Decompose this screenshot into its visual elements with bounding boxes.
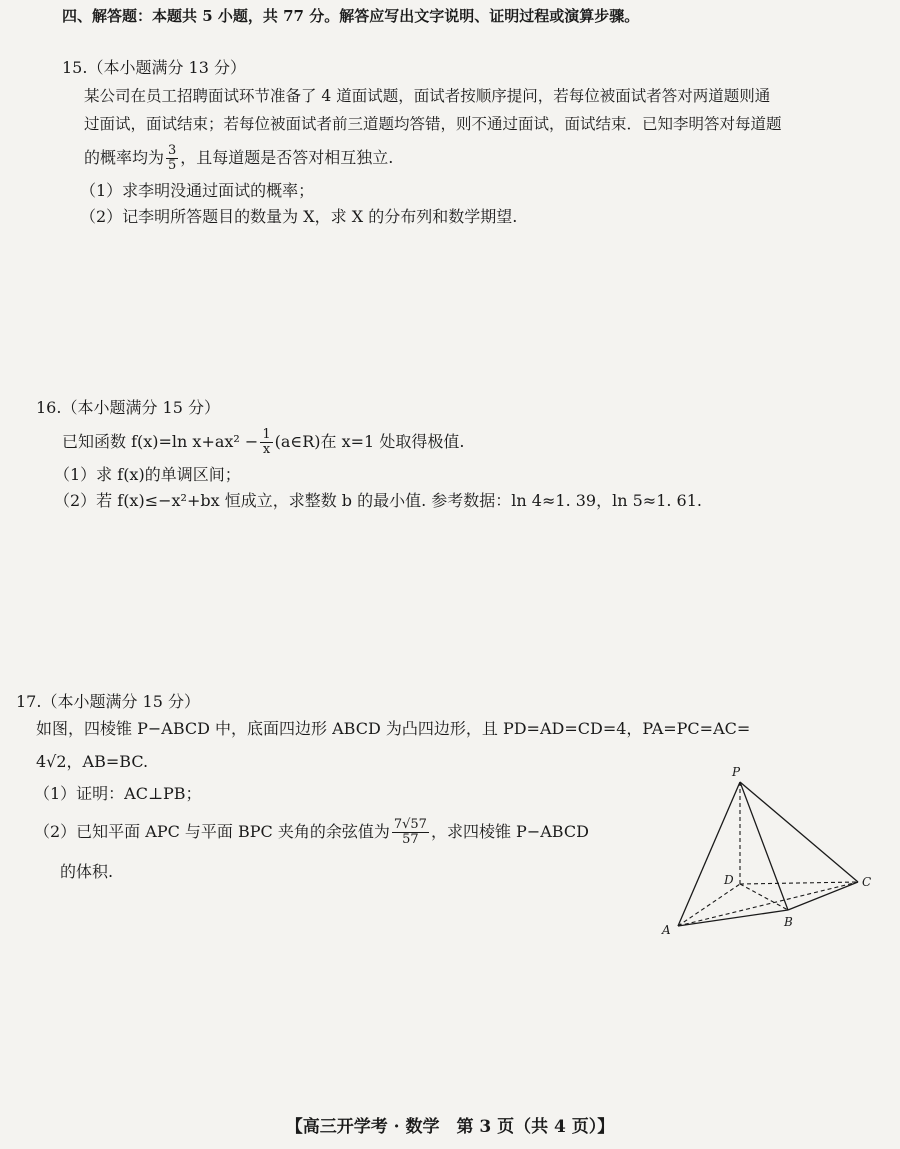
edge-dc: [740, 882, 858, 884]
q15-frac-num: 3: [168, 143, 177, 158]
q17-part2-post: ，求四棱锥 P−ABCD: [430, 822, 589, 841]
q17-title: 17.（本小题满分 15 分）: [16, 692, 200, 711]
q17-line2: 4√2，AB=BC.: [36, 752, 149, 771]
q16-fraction: [260, 428, 272, 457]
q17-line1: 如图，四棱锥 P−ABCD 中，底面四边形 ABCD 为凸四边形，且 PD=AD=CD=4，PA=PC=AC=: [36, 719, 751, 738]
q16-line1-post: (a∈R)在 x=1 处取得极值.: [274, 432, 465, 451]
label-c: C: [862, 875, 872, 889]
edge-pb: [740, 782, 788, 910]
label-p: P: [732, 765, 741, 779]
section-header: 四、解答题：本题共 5 小题，共 77 分。解答应写出文字说明、证明过程或演算步骤。: [62, 7, 640, 25]
q15-line3: [84, 144, 393, 173]
q15-title: 15.（本小题满分 13 分）: [62, 58, 246, 77]
q15-line3-pre: 的概率均为: [84, 148, 165, 167]
q16-part2: （2）若 f(x)≤−x²+bx 恒成立，求整数 b 的最小值. 参考数据：ln 4≈1. 39，ln 5≈1. 61.: [54, 491, 702, 510]
q17-frac-den: 57: [402, 832, 419, 847]
q15-fraction: [166, 144, 178, 173]
q15-line1: 某公司在员工招聘面试环节准备了 4 道面试题，面试者按顺序提问，若每位被面试者答对两道题则通: [84, 87, 771, 105]
q16-frac-num: 1: [262, 427, 271, 442]
edge-db: [740, 884, 788, 910]
q17-part2-pre: （2）已知平面 APC 与平面 BPC 夹角的余弦值为: [34, 822, 390, 841]
q16-line1-pre: 已知函数 f(x)=ln x+ax² −: [62, 432, 259, 451]
q16-part1: （1）求 f(x)的单调区间；: [54, 465, 241, 484]
q16-frac-den: x: [262, 442, 271, 457]
label-b: B: [784, 915, 793, 929]
q17-frac-num: 7√57: [393, 817, 427, 832]
q17-fraction: [392, 818, 429, 847]
q16-line1: [62, 428, 464, 457]
q15-part2: （2）记李明所答题目的数量为 X，求 X 的分布列和数学期望.: [80, 207, 518, 226]
q17-part1: （1）证明：AC⊥PB；: [34, 784, 202, 803]
q16-title: 16.（本小题满分 15 分）: [36, 398, 220, 417]
q17-part2-line2: 的体积.: [60, 862, 114, 881]
edge-bc: [788, 882, 858, 910]
q15-line2: 过面试，面试结束；若每位被面试者前三道题均答错，则不通过面试，面试结束．已知李明答对每道题: [84, 115, 782, 133]
q15-frac-den: 5: [168, 158, 177, 173]
edge-pc: [740, 782, 858, 882]
label-a: A: [662, 923, 671, 937]
label-d: D: [724, 873, 734, 887]
page-footer: 【高三开学考 · 数学 第 3 页（共 4 页）】: [285, 1117, 615, 1137]
q17-part2: [34, 818, 589, 847]
q15-part1: （1）求李明没通过面试的概率；: [80, 181, 315, 200]
pyramid-figure: [650, 758, 890, 938]
edge-ac: [678, 882, 858, 926]
q15-line3-post: ，且每道题是否答对相互独立.: [180, 148, 394, 167]
